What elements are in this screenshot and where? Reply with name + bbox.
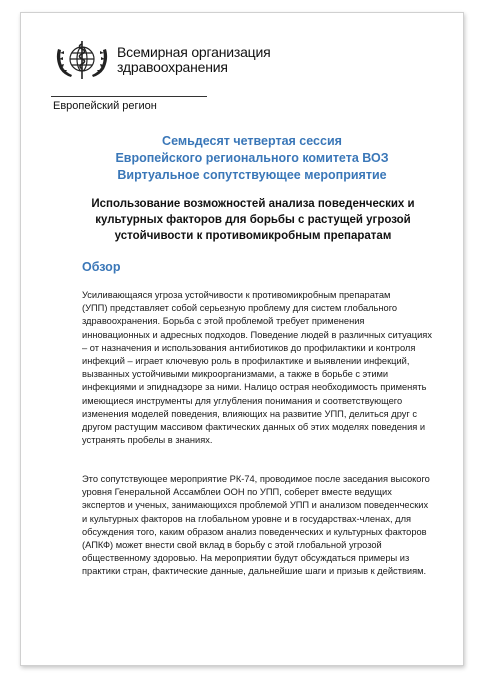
paragraph-line: обсуждения того, каким образом анализ поведенческих и культурных факторов	[82, 526, 427, 537]
title-line1: Использование возможностей анализа поведенческих и	[91, 198, 415, 210]
document-page	[20, 12, 464, 666]
paragraph-line: уровня Генеральной Ассамблеи ООН по УПП, соберет вместе ведущих	[82, 487, 392, 498]
paragraph-line: имеющиеся инструменты для углубления понимания и соответствующего	[82, 395, 403, 406]
paragraph-line: изменения моделей поведения, влияющих на развитие УПП, делиться друг с	[82, 408, 418, 419]
paragraph-line: инфекциями и эпиднадзоре за ними. Налицо острая необходимость применять	[82, 382, 427, 393]
overview-paragraph-1	[82, 289, 458, 447]
overview-heading: Обзор	[82, 260, 121, 274]
paragraph-line: – от назначения и использования антибиотиков до профилактики и контроля	[82, 342, 416, 353]
org-name-line1: Всемирная организация	[117, 44, 271, 60]
title-line2: культурных факторов для борьбы с растущей угрозой	[95, 214, 411, 226]
who-emblem-icon	[51, 37, 113, 83]
organization-name	[117, 45, 270, 75]
session-line1: Семьдесят четвертая сессия	[162, 134, 342, 148]
region-label: Европейский регион	[53, 100, 157, 112]
session-line3: Виртуальное сопутствующее мероприятие	[117, 168, 387, 182]
overview-paragraph-2	[82, 473, 458, 579]
paragraph-line: устранять пробелы в знаниях.	[82, 435, 213, 446]
paragraph-line: здравоохранения. Борьба с этой проблемой требует применения	[82, 316, 365, 327]
paragraph-line: (АПКФ) может внести свой вклад в борьбу с этой глобальной угрозой	[82, 540, 382, 551]
session-heading	[81, 133, 423, 184]
who-header	[51, 37, 270, 83]
paragraph-line: общественному здоровью. На мероприятии будут обсуждаться примеры из	[82, 553, 410, 564]
paragraph-line: практики стран, фактические данные, дальнейшие шаги и призыв к действиям.	[82, 566, 427, 577]
paragraph-line: Усиливающаяся угроза устойчивости к противомикробным препаратам	[82, 290, 391, 300]
paragraph-line: и культурных факторов на глобальном уровне и в государствах-членах, для	[82, 513, 412, 524]
paragraph-line: вызванных устойчивыми микроорганизмами, а также в борьбе с этими	[82, 369, 389, 380]
paragraph-line: Это сопутствующее мероприятие РК-74, проводимое после заседания высокого	[82, 474, 430, 484]
session-line2: Европейского регионального комитета ВОЗ	[115, 151, 389, 165]
paragraph-line: экспертов и ученых, занимающихся проблемой УПП и анализом поведенческих	[82, 500, 429, 511]
title-line3: устойчивости к противомикробным препаратам	[114, 230, 392, 242]
paragraph-line: инновационных и адресных подходов. Поведение людей в различных ситуациях	[82, 329, 432, 340]
header-divider	[51, 96, 207, 97]
paragraph-line: другом растущим массивом фактических данных об этих моделях поведения и	[82, 422, 426, 433]
paragraph-line: (УПП) представляет собой серьезную проблему для систем глобального	[82, 303, 398, 314]
paragraph-line: инфекций – играет ключевую роль в профилактике и выявлении инфекций,	[82, 356, 410, 367]
document-title	[73, 196, 433, 244]
org-name-line2: здравоохранения	[117, 59, 228, 75]
